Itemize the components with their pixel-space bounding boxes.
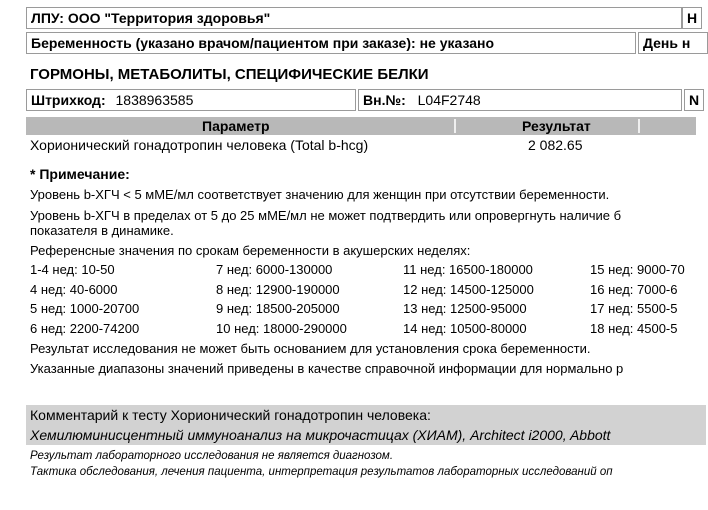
- reference-cell: 14 нед: 10500-80000: [403, 321, 527, 336]
- section-title: ГОРМОНЫ, МЕТАБОЛИТЫ, СПЕЦИФИЧЕСКИЕ БЕЛКИ: [30, 66, 429, 83]
- header-right-cut-2: День н: [643, 35, 691, 51]
- method-text: Хемилюминисцентный иммуноанализ на микрочастицах (ХИАМ), Architect i2000, Abbott: [30, 427, 611, 443]
- parameter-cell: Хорионический гонадотропин человека (Total b-hcg): [30, 137, 369, 153]
- footer-line-1: Результат лабораторного исследования не является диагнозом.: [30, 450, 394, 462]
- note-line-2: Уровень b-ХГЧ в пределах от 5 до 25 мМЕ/мл не может подтвердить или опровергнуть наличие б: [30, 208, 622, 223]
- lpu-value: ООО "Территория здоровья": [67, 10, 271, 26]
- vn-field: [358, 89, 682, 111]
- reference-cell: 11 нед: 16500-180000: [403, 262, 533, 277]
- barcode-label: Штрихкод:: [31, 92, 106, 108]
- column-separator: [454, 119, 456, 133]
- reference-cell: 17 нед: 5500-5: [590, 301, 678, 316]
- pregnancy-field: [26, 32, 636, 54]
- reference-cell: 5 нед: 1000-20700: [30, 301, 140, 316]
- comment-title: Комментарий к тесту Хорионический гонадотропин человека:: [30, 407, 431, 423]
- reference-cell: 12 нед: 14500-125000: [403, 282, 534, 297]
- footer-line-2: Тактика обследования, лечения пациента, интерпретация результатов лабораторных исследований оп: [30, 466, 613, 478]
- results-table-header: [26, 117, 696, 135]
- reference-cell: 13 нед: 12500-95000: [403, 301, 527, 316]
- reference-cell: 15 нед: 9000-70: [590, 262, 685, 277]
- note-line-5: Указанные диапазоны значений приведены в качестве справочной информации для нормально р: [30, 361, 624, 376]
- section-right-cut: N: [689, 92, 700, 108]
- barcode-value: 1838963585: [115, 92, 194, 108]
- column-header-parameter: Параметр: [202, 118, 270, 134]
- note-line-4: Результат исследования не может быть основанием для установления срока беременности.: [30, 341, 591, 356]
- note-line-1: Уровень b-ХГЧ < 5 мМЕ/мл соответствует значению для женщин при отсутствии беременности.: [30, 187, 610, 202]
- header-right-cell-1: [682, 7, 702, 29]
- lpu-label: ЛПУ:: [31, 10, 64, 26]
- reference-cell: 18 нед: 4500-5: [590, 321, 678, 336]
- reference-cell: 8 нед: 12900-190000: [216, 282, 340, 297]
- reference-cell: 1-4 нед: 10-50: [30, 262, 115, 277]
- header-right-cut-1: Н: [687, 10, 698, 26]
- reference-cell: 7 нед: 6000-130000: [216, 262, 333, 277]
- reference-cell: 16 нед: 7000-6: [590, 282, 678, 297]
- reference-cell: 10 нед: 18000-290000: [216, 321, 347, 336]
- pregnancy-label: Беременность (указано врачом/пациентом при заказе):: [31, 35, 416, 51]
- result-cell: 2 082.65: [528, 137, 583, 153]
- table-row: [30, 137, 690, 155]
- note-title: * Примечание:: [30, 166, 130, 182]
- pregnancy-value: не указано: [419, 35, 495, 51]
- reference-title: Референсные значения по срокам беременности в акушерских неделях:: [30, 243, 471, 258]
- vn-value: L04F2748: [417, 92, 481, 108]
- column-header-result: Результат: [522, 118, 591, 134]
- reference-cell: 6 нед: 2200-74200: [30, 321, 140, 336]
- reference-cell: 4 нед: 40-6000: [30, 282, 118, 297]
- note-line-3: показателя в динамике.: [30, 223, 174, 238]
- vn-label: Вн.№:: [363, 92, 406, 108]
- lpu-field: [26, 7, 682, 29]
- section-right-cell: [684, 89, 704, 111]
- header-right-cell-2: [638, 32, 708, 54]
- barcode-field: [26, 89, 356, 111]
- column-separator: [638, 119, 640, 133]
- reference-cell: 9 нед: 18500-205000: [216, 301, 340, 316]
